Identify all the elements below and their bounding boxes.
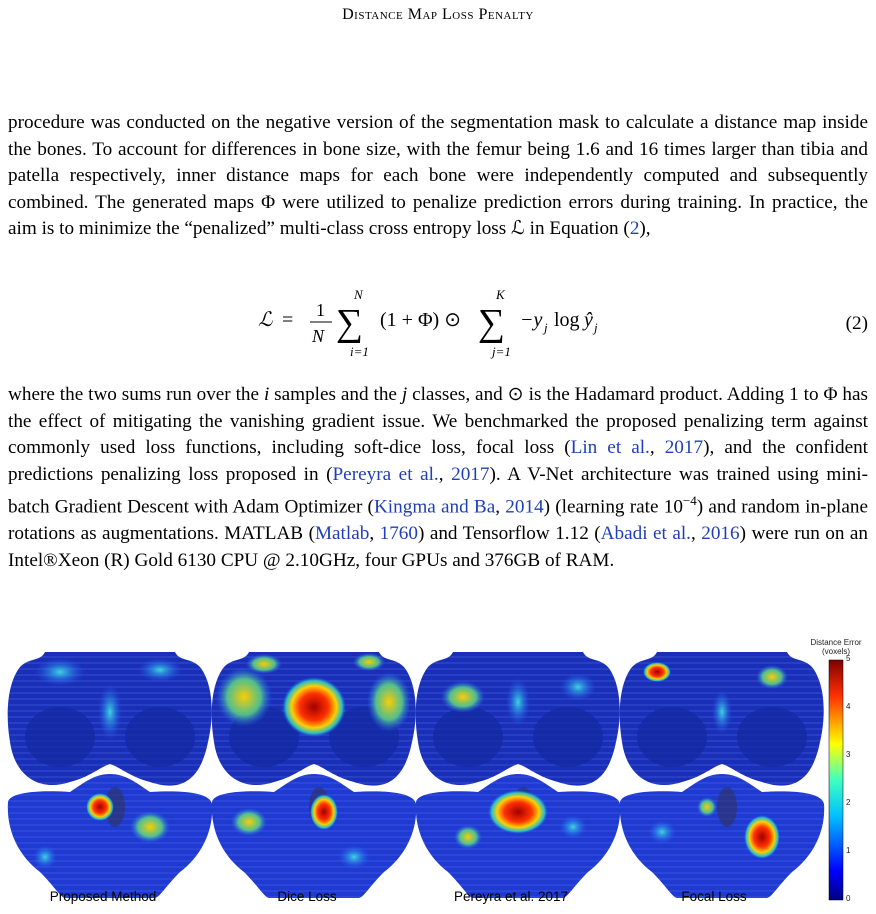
eq-equals: = — [282, 309, 294, 331]
colorbar-scale — [829, 660, 843, 900]
eq-sum1-top: N — [354, 287, 363, 302]
colorbar-tick-4: 4 — [846, 702, 851, 711]
eq-lhs: ℒ — [258, 309, 273, 331]
citation-lin[interactable]: Lin et al. — [570, 437, 650, 459]
citation-lin-year[interactable]: 2017 — [664, 437, 704, 459]
colorbar-tick-0: 0 — [846, 894, 851, 903]
panel-focal-loss — [620, 652, 825, 898]
eq-term1: (1 + Φ) ⊙ — [380, 309, 461, 331]
paragraph-1-tail: ), — [639, 218, 651, 240]
eq-frac-den: N — [312, 326, 325, 346]
paragraph-1-text: procedure was conducted on the negative version of the segmentation mask to calculate a distance map inside the bones. To account for differences in bone size, with the femur being 1.6 and 16 times larger than tibia and patella respectively, inner distance maps for each bone were independently computed and subsequently combined. The generated maps Φ were utilized to penalize prediction errors during training. In practice, the aim is to minimize the “penalized” multi-class cross entropy loss ℒ in Equation ( — [8, 112, 868, 240]
colorbar-tick-5: 5 — [846, 654, 851, 663]
error-heatmap-figure — [0, 630, 876, 914]
label-dice-loss: Dice Loss — [277, 889, 337, 904]
citation-matlab-year[interactable]: 1760 — [379, 523, 418, 545]
colorbar-tick-3: 3 — [846, 750, 851, 759]
citation-kingma[interactable]: Kingma and Ba — [373, 496, 496, 518]
citation-kingma-year[interactable]: 2014 — [505, 496, 544, 518]
running-title: Distance Map Loss Penalty — [342, 6, 534, 23]
colorbar-tick-2: 2 — [846, 798, 851, 807]
citation-pereyra[interactable]: Pereyra et al. — [332, 463, 439, 485]
eq-log: log — [554, 309, 580, 331]
label-proposed-method: Proposed Method — [49, 889, 157, 904]
eq-term2: −y — [520, 309, 543, 331]
eq-sum2-top: K — [496, 287, 505, 302]
eq-sum1-bottom: i=1 — [350, 344, 369, 359]
eq-frac-num: 1 — [316, 300, 325, 320]
colorbar-title: Distance Error (voxels) — [810, 638, 862, 656]
label-focal-loss: Focal Loss — [681, 889, 747, 904]
equation-2 — [0, 282, 876, 362]
panel-pereyra-2017 — [416, 652, 621, 898]
citation-abadi-year[interactable]: 2016 — [701, 523, 740, 545]
citation-matlab[interactable]: Matlab — [314, 523, 370, 545]
equation-number: (2) — [845, 313, 868, 334]
panel-proposed-method — [8, 652, 213, 898]
eq-term2-sub: j — [544, 320, 548, 335]
bone-error-maps — [0, 630, 876, 914]
eq-sum2-bottom: j=1 — [492, 344, 511, 359]
label-pereyra-2017: Pereyra et al. 2017 — [453, 889, 569, 904]
paragraph-1 — [8, 110, 868, 243]
colorbar-tick-1: 1 — [846, 846, 851, 855]
citation-abadi[interactable]: Abadi et al. — [600, 523, 691, 545]
eq-yhat-sub: j — [594, 320, 598, 335]
panel-dice-loss — [212, 652, 417, 898]
eq-sum1-sigma: ∑ — [336, 302, 364, 344]
eq-yhat: ŷ — [584, 309, 593, 331]
loss-equation — [258, 282, 618, 362]
paragraph-2: where the two sums run over the i samples and the j classes, and ⊙ is the Hadamard product. Adding 1 to Φ has the effect of mitigating the vanishing gradient issue. We benchmarked the proposed penalizing term against commonly used loss functions, including soft-dice loss, focal loss (Lin et al., 2017), and the confident predictions penalizing loss proposed in (Pereyra et al., 2017). A V-Net architecture was trained using mini-batch Gradient Descent with Adam Optimizer (Kingma and Ba, 2014) (learning rate $10^{-4}$) and random in-plane rotations as augmentations. MATLAB (Matlab, 1760) and Tensorflow 1.12 (Abadi et al., 2016) were run on an Intel®Xeon (R) Gold 6130 CPU @ 2.10GHz, four GPUs and 376GB of RAM. — [8, 384, 869, 571]
eq-sum2-sigma: ∑ — [478, 302, 506, 344]
citation-pereyra-year[interactable]: 2017 — [451, 463, 490, 485]
equation-ref-link[interactable]: 2 — [629, 218, 640, 240]
